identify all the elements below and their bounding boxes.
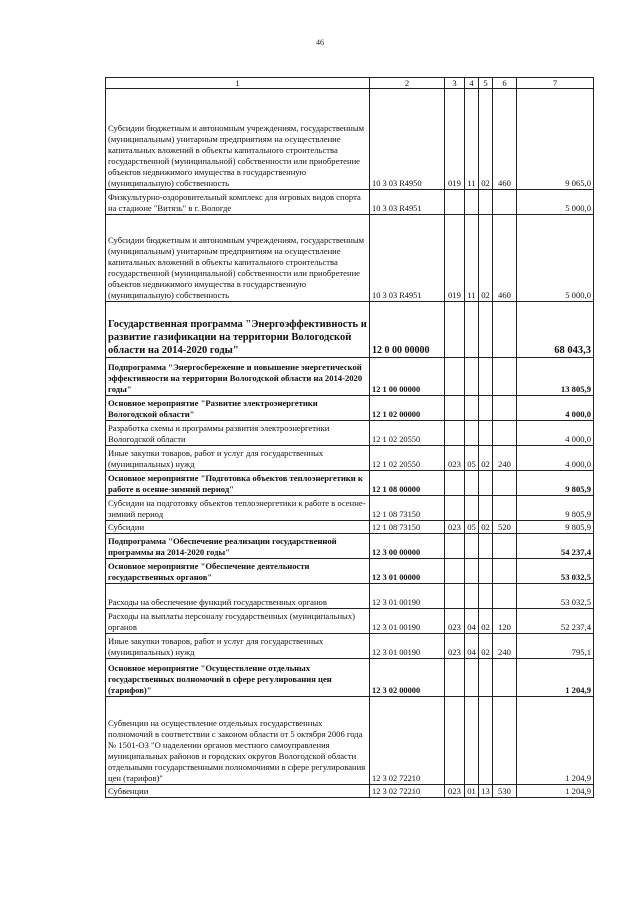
- row-ved: [445, 358, 465, 396]
- table-row: [106, 521, 594, 534]
- table-row: [106, 785, 594, 798]
- row-pr: [479, 496, 493, 521]
- row-rz: [465, 496, 479, 521]
- row-code: 12 1 08 00000: [370, 471, 445, 496]
- table-row: [106, 446, 594, 471]
- row-code: 12 1 00 00000: [370, 358, 445, 396]
- row-rz: 11: [465, 215, 479, 302]
- row-name: Физкультурно-оздоровительный комплекс для игровых видов спорта на стадионе "Витязь" в г. Вологде: [106, 190, 370, 215]
- row-sum: 795,1: [517, 634, 594, 659]
- row-code: 12 3 02 72210: [370, 697, 445, 785]
- row-code: 12 3 02 72210: [370, 785, 445, 798]
- row-sum: 53 032,5: [517, 559, 594, 584]
- row-pr: 02: [479, 446, 493, 471]
- table-row: [106, 190, 594, 215]
- row-vr: 240: [493, 446, 517, 471]
- row-ved: [445, 697, 465, 785]
- row-name: Субсидии бюджетным и автономным учреждениям, государственным (муниципальным) унитарным предприятиям на осуществление капитальных вложений в объекты капитального строительства государственной (муниципальной) собственности или приобретение объектов недвижимого имущества в государственную (муниципальную) собственность: [106, 89, 370, 190]
- row-name: Расходы на выплаты персоналу государственных (муниципальных) органов: [106, 609, 370, 634]
- row-sum: 9 805,9: [517, 521, 594, 534]
- row-rz: [465, 471, 479, 496]
- row-ved: 023: [445, 446, 465, 471]
- row-vr: [493, 358, 517, 396]
- row-rz: [465, 659, 479, 697]
- row-code: 12 3 01 00190: [370, 609, 445, 634]
- column-header: 2: [370, 78, 445, 89]
- row-rz: 11: [465, 89, 479, 190]
- row-code: 12 3 01 00190: [370, 634, 445, 659]
- row-pr: [479, 190, 493, 215]
- row-rz: [465, 358, 479, 396]
- row-vr: [493, 190, 517, 215]
- row-ved: [445, 559, 465, 584]
- row-pr: [479, 659, 493, 697]
- table-row: [106, 421, 594, 446]
- row-sum: 4 000,0: [517, 396, 594, 421]
- row-name: Основное мероприятие "Развитие электроэнергетики Вологодской области": [106, 396, 370, 421]
- row-vr: [493, 584, 517, 609]
- row-sum: 9 805,9: [517, 496, 594, 521]
- table-row: [106, 534, 594, 559]
- row-vr: [493, 302, 517, 358]
- row-sum: 5 000,0: [517, 215, 594, 302]
- table-header-row: [106, 78, 594, 89]
- row-ved: [445, 534, 465, 559]
- row-name: Субсидии на подготовку объектов теплоэнергетики к работе в осенне-зимний период: [106, 496, 370, 521]
- row-code: 12 0 00 00000: [370, 302, 445, 358]
- row-name: Основное мероприятие "Обеспечение деятельности государственных органов": [106, 559, 370, 584]
- row-ved: 023: [445, 521, 465, 534]
- row-code: 12 1 02 00000: [370, 396, 445, 421]
- row-pr: [479, 421, 493, 446]
- row-code: 10 3 03 R4951: [370, 190, 445, 215]
- row-vr: [493, 396, 517, 421]
- row-pr: [479, 584, 493, 609]
- row-rz: 04: [465, 609, 479, 634]
- table-row: [106, 697, 594, 785]
- row-code: 12 1 08 73150: [370, 496, 445, 521]
- row-ved: [445, 471, 465, 496]
- table-row: [106, 584, 594, 609]
- row-rz: [465, 421, 479, 446]
- row-vr: [493, 421, 517, 446]
- row-name: Разработка схемы и программы развития электроэнергетики Вологодской области: [106, 421, 370, 446]
- row-code: 12 3 01 00190: [370, 584, 445, 609]
- row-rz: [465, 584, 479, 609]
- table-row: [106, 471, 594, 496]
- row-vr: 240: [493, 634, 517, 659]
- column-header: 6: [493, 78, 517, 89]
- row-name: Основное мероприятие "Осуществление отдельных государственных полномочий в сфере регулирования цен (тарифов)": [106, 659, 370, 697]
- row-pr: [479, 302, 493, 358]
- table-row: [106, 396, 594, 421]
- row-rz: [465, 559, 479, 584]
- row-rz: [465, 697, 479, 785]
- table-row: [106, 302, 594, 358]
- row-rz: 01: [465, 785, 479, 798]
- row-pr: 02: [479, 521, 493, 534]
- row-ved: [445, 302, 465, 358]
- row-name: Расходы на обеспечение функций государственных органов: [106, 584, 370, 609]
- table-row: [106, 89, 594, 190]
- column-header: 3: [445, 78, 465, 89]
- row-ved: [445, 396, 465, 421]
- row-vr: 530: [493, 785, 517, 798]
- row-sum: 54 237,4: [517, 534, 594, 559]
- row-name: Иные закупки товаров, работ и услуг для государственных (муниципальных) нужд: [106, 446, 370, 471]
- row-vr: [493, 697, 517, 785]
- row-ved: 023: [445, 609, 465, 634]
- column-header: 5: [479, 78, 493, 89]
- row-ved: 019: [445, 89, 465, 190]
- row-rz: [465, 534, 479, 559]
- row-pr: 02: [479, 89, 493, 190]
- row-code: 12 3 02 00000: [370, 659, 445, 697]
- row-code: 12 3 00 00000: [370, 534, 445, 559]
- row-ved: 019: [445, 215, 465, 302]
- row-rz: [465, 302, 479, 358]
- row-vr: 460: [493, 89, 517, 190]
- row-code: 12 1 08 73150: [370, 521, 445, 534]
- row-name: Иные закупки товаров, работ и услуг для государственных (муниципальных) нужд: [106, 634, 370, 659]
- row-ved: [445, 496, 465, 521]
- table-row: [106, 215, 594, 302]
- row-name: Субвенции на осуществление отдельных государственных полномочий в соответствии с законом области от 5 октября 2006 года № 1501-ОЗ "О наделении органов местного самоуправления муниципальных районов и городских округов Вологодской области отдельными государственными полномочиями в сфере регулирования цен (тарифов)": [106, 697, 370, 785]
- row-pr: [479, 396, 493, 421]
- row-code: 10 3 03 R4951: [370, 215, 445, 302]
- row-pr: [479, 471, 493, 496]
- row-sum: 1 204,9: [517, 697, 594, 785]
- row-pr: 02: [479, 634, 493, 659]
- row-ved: [445, 421, 465, 446]
- row-name: Субвенции: [106, 785, 370, 798]
- row-ved: 023: [445, 634, 465, 659]
- column-header: 7: [517, 78, 594, 89]
- row-vr: [493, 659, 517, 697]
- table-row: [106, 358, 594, 396]
- row-ved: [445, 584, 465, 609]
- budget-table: [105, 77, 594, 798]
- row-vr: [493, 496, 517, 521]
- row-pr: 02: [479, 609, 493, 634]
- table-row: [106, 559, 594, 584]
- row-vr: [493, 559, 517, 584]
- row-name: Основное мероприятие "Подготовка объектов теплоэнергетики к работе в осенне-зимний период": [106, 471, 370, 496]
- row-sum: 52 237,4: [517, 609, 594, 634]
- row-rz: 04: [465, 634, 479, 659]
- row-sum: 68 043,3: [517, 302, 594, 358]
- row-sum: 4 000,0: [517, 421, 594, 446]
- table-row: [106, 659, 594, 697]
- table-row: [106, 609, 594, 634]
- row-ved: [445, 659, 465, 697]
- column-header: 4: [465, 78, 479, 89]
- row-code: 10 3 03 R4950: [370, 89, 445, 190]
- row-sum: 5 000,0: [517, 190, 594, 215]
- row-vr: 520: [493, 521, 517, 534]
- row-vr: 460: [493, 215, 517, 302]
- row-code: 12 1 02 20550: [370, 446, 445, 471]
- row-sum: 13 805,9: [517, 358, 594, 396]
- row-ved: [445, 190, 465, 215]
- row-name: Подпрограмма "Обеспечение реализации государственной программы на 2014-2020 годы": [106, 534, 370, 559]
- row-rz: 05: [465, 521, 479, 534]
- page-number: 46: [316, 38, 324, 47]
- row-pr: [479, 358, 493, 396]
- row-sum: 1 204,9: [517, 785, 594, 798]
- row-pr: [479, 534, 493, 559]
- row-name: Субсидии бюджетным и автономным учреждениям, государственным (муниципальным) унитарным предприятиям на осуществление капитальных вложений в объекты капитального строительства государственной (муниципальной) собственности или приобретение объектов недвижимого имущества в государственную (муниципальную) собственность: [106, 215, 370, 302]
- row-vr: 120: [493, 609, 517, 634]
- row-name: Государственная программа "Энергоэффективность и развитие газификации на территории Вологодской области на 2014-2020 годы": [106, 302, 370, 358]
- row-sum: 9 065,0: [517, 89, 594, 190]
- row-pr: [479, 559, 493, 584]
- row-sum: 1 204,9: [517, 659, 594, 697]
- row-sum: 53 032,5: [517, 584, 594, 609]
- row-rz: [465, 396, 479, 421]
- row-vr: [493, 534, 517, 559]
- column-header: 1: [106, 78, 370, 89]
- row-code: 12 1 02 20550: [370, 421, 445, 446]
- row-sum: 4 000,0: [517, 446, 594, 471]
- row-name: Субсидии: [106, 521, 370, 534]
- table-row: [106, 496, 594, 521]
- row-pr: [479, 697, 493, 785]
- row-sum: 9 805,9: [517, 471, 594, 496]
- row-rz: [465, 190, 479, 215]
- row-code: 12 3 01 00000: [370, 559, 445, 584]
- row-name: Подпрограмма "Энергосбережение и повышение энергетической эффективности на территории Вологодской области на 2014-2020 годы": [106, 358, 370, 396]
- row-ved: 023: [445, 785, 465, 798]
- row-pr: 13: [479, 785, 493, 798]
- row-rz: 05: [465, 446, 479, 471]
- row-vr: [493, 471, 517, 496]
- table-row: [106, 634, 594, 659]
- row-pr: 02: [479, 215, 493, 302]
